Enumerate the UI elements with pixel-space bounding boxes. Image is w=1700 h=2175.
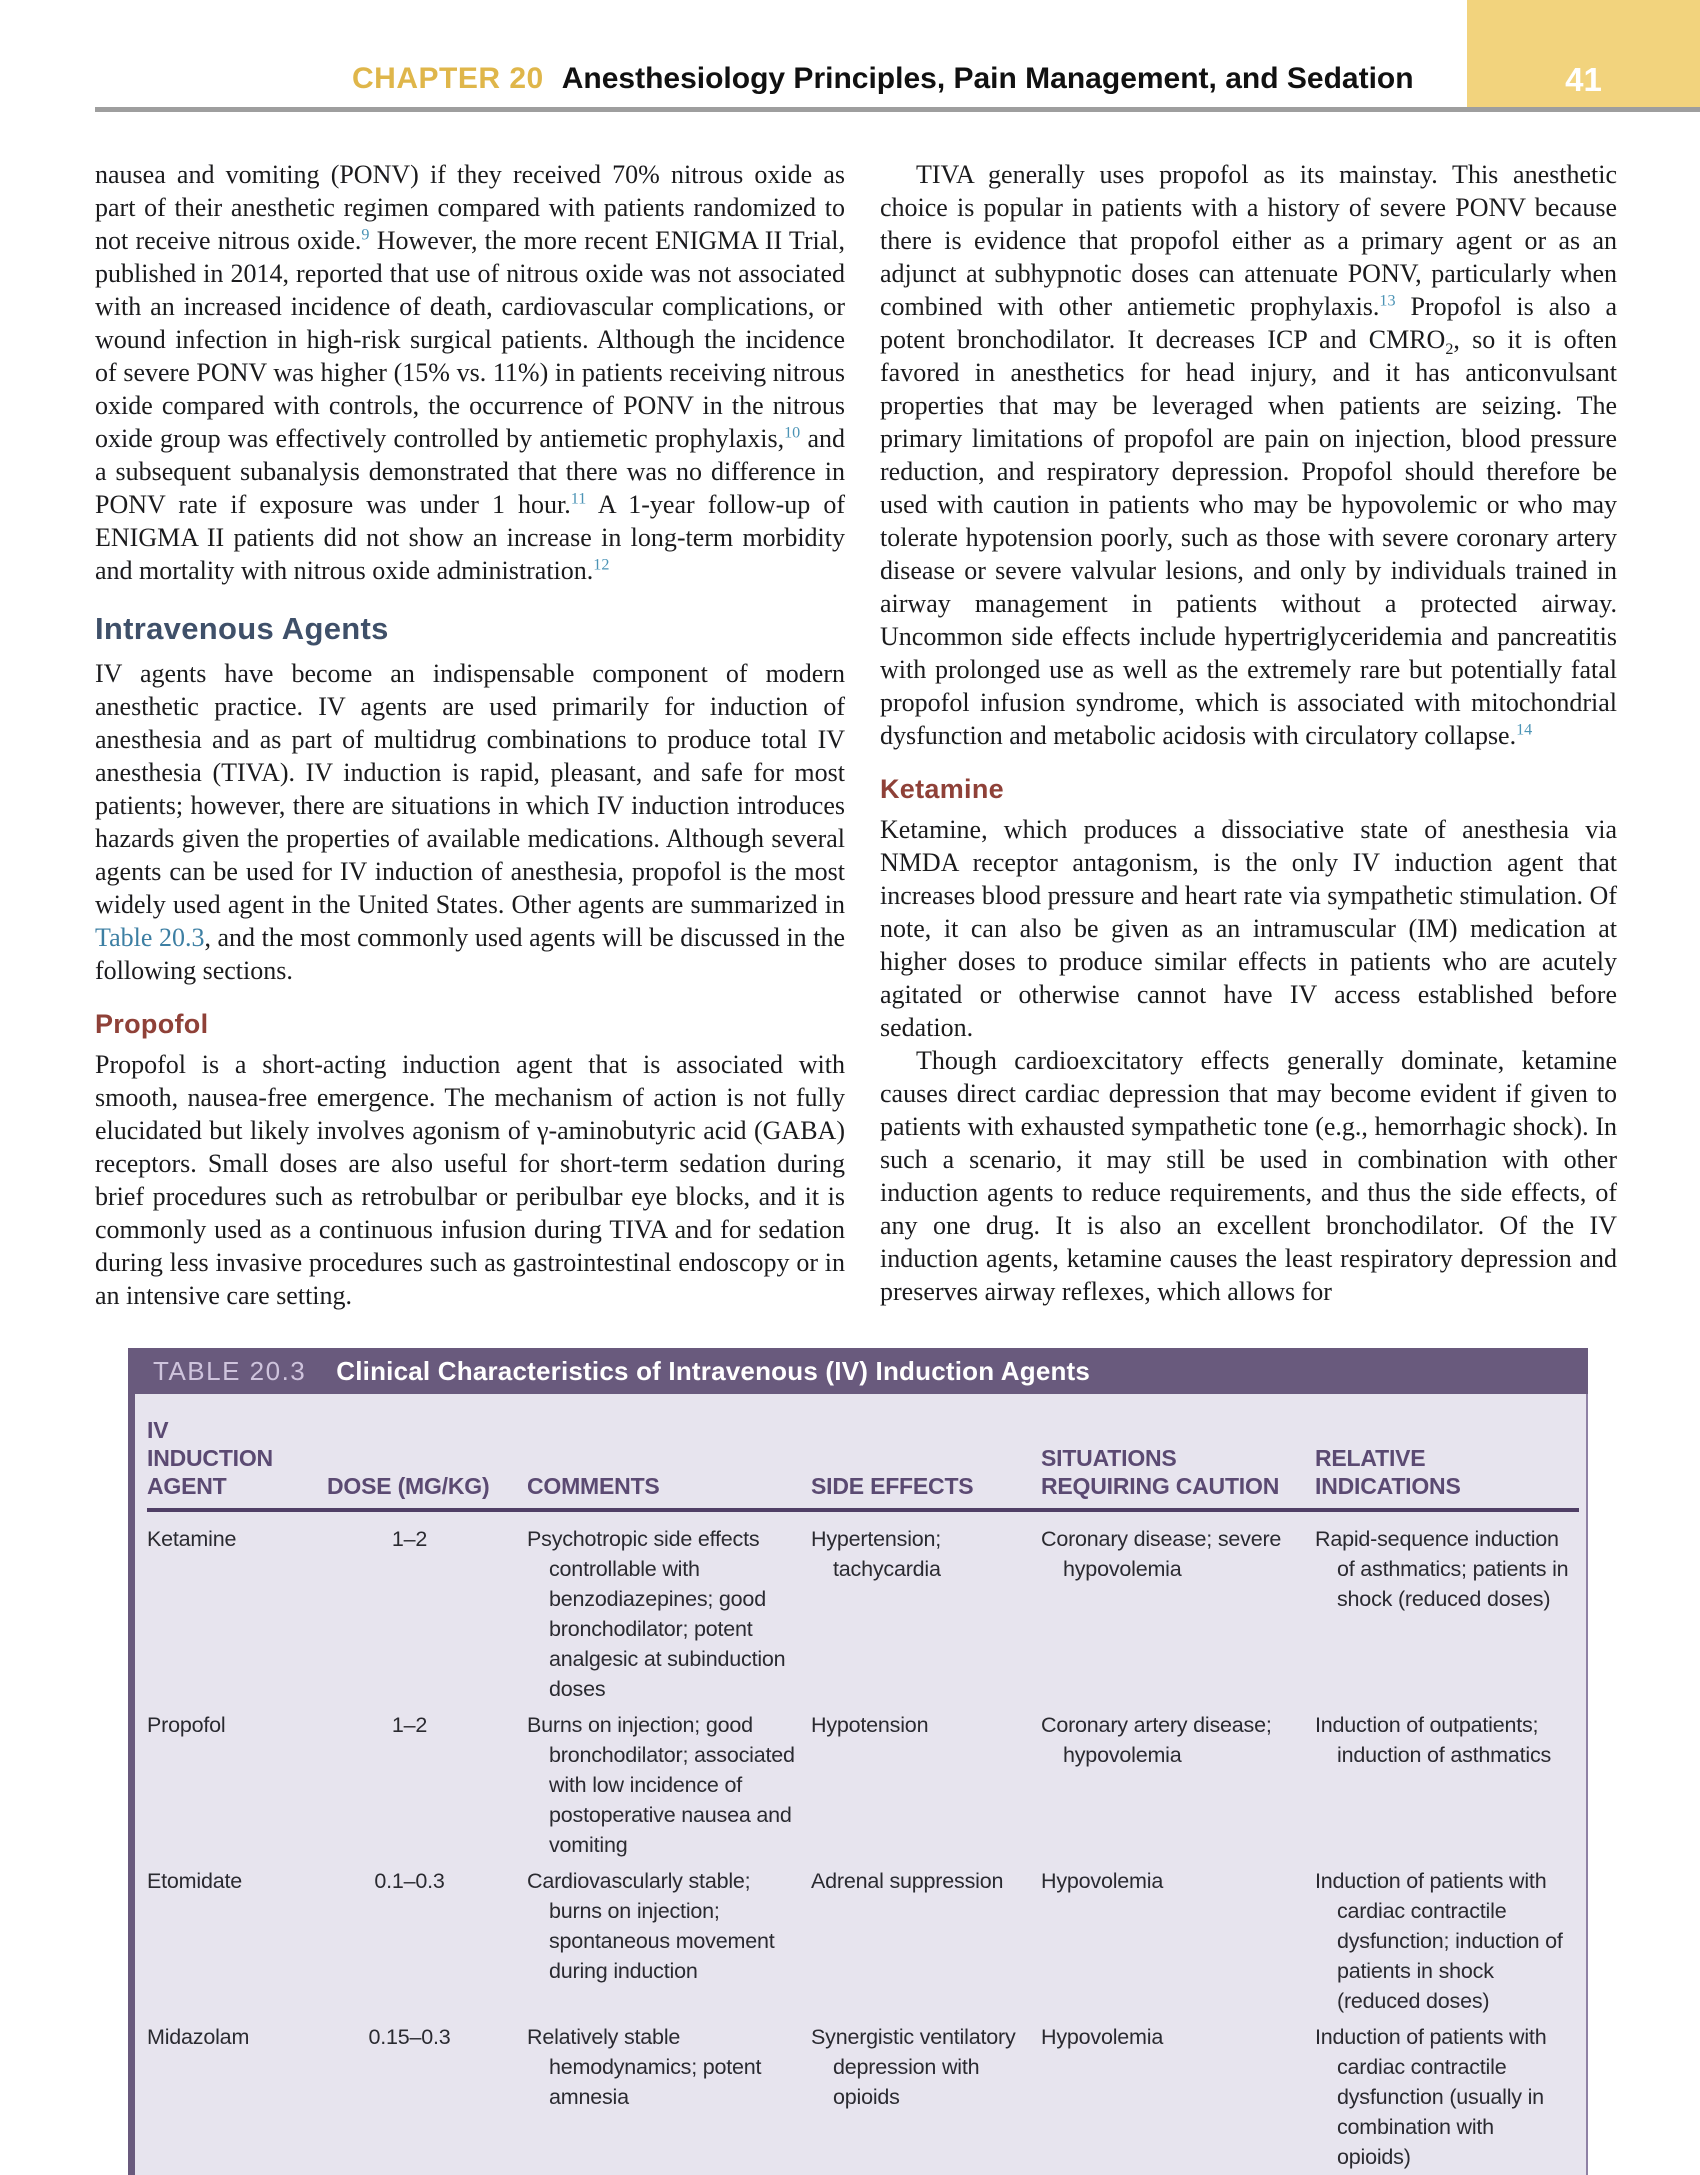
table-cell-text: Coronary artery disease; hypovolemia [1041, 1713, 1272, 1767]
table-cell [302, 1510, 527, 1710]
paragraph-ketamine-cardiac: Though cardioexcitatory effects generally dominate, ketamine causes direct cardiac depression that may become evident if given to patients with exhausted sympathetic tone (e.g., hemorrhagic shock). In such a scenario, it may still be used in combination with other induction agents to reduce requirements, and thus the side effects, of any one drug. It is also an excellent bronchodilator. Of the IV induction agents, ketamine causes the least respiratory depression and preserves airway reflexes, which allows for [880, 1046, 1617, 1306]
subheading-ketamine: Ketamine [880, 774, 1004, 804]
table-cross-reference-link[interactable]: Table 20.3 [95, 923, 205, 952]
text-column-right [880, 158, 1617, 1308]
chemical-subscript: 2 [1445, 341, 1454, 359]
table-cell-text: 1–2 [391, 1713, 428, 1737]
table-cell [302, 2022, 527, 2175]
column-header [527, 1400, 811, 1510]
table-cell-text: Etomidate [147, 1869, 243, 1893]
table-surface [128, 1394, 1588, 2175]
page-content [95, 158, 1617, 2175]
table-cell [147, 1710, 302, 1866]
table-cell-text: 1–2 [391, 1527, 428, 1551]
column-header-label: IV INDUCTION AGENT [147, 1417, 273, 1499]
reference-superscript[interactable]: 14 [1516, 721, 1533, 739]
table-cell [527, 1510, 811, 1710]
table-cell [811, 2022, 1041, 2175]
table-cell-text: Hypertension; tachycardia [811, 1527, 942, 1581]
table-cell-text: Midazolam [147, 2025, 250, 2049]
page-number: 41 [1565, 61, 1602, 98]
column-header [302, 1400, 527, 1510]
reference-superscript[interactable]: 13 [1379, 292, 1396, 310]
column-header-label: COMMENTS [527, 1473, 660, 1499]
text-column-left [95, 158, 845, 1312]
reference-superscript[interactable]: 12 [593, 556, 610, 574]
chapter-title: Anesthesiology Principles, Pain Management, and Sedation [561, 62, 1414, 95]
paragraph-iv-agents: IV agents have become an indispensable component of modern anesthetic practice. IV agents are used primarily for induction of anesthesia and as part of multidrug combinations to produce total IV anesthesia (TIVA). IV induction is rapid, pleasant, and safe for most patients; however, there are situations in which IV induction introduces hazards given the properties of available medications. Although several agents can be used for IV induction of anesthesia, propofol is the most widely used agent in the United States. Other agents are summarized in Table 20.3, and the most commonly used agents will be discussed in the following sections. [95, 659, 846, 985]
column-header-label: SITUATIONS REQUIRING CAUTION [1041, 1445, 1280, 1499]
column-header [811, 1400, 1041, 1510]
table-cell-text: Hypotension [811, 1713, 929, 1737]
table-cell [147, 1866, 302, 2022]
table-row [147, 2022, 1579, 2175]
column-header-label: SIDE EFFECTS [811, 1473, 974, 1499]
table-cell-text: Hypovolemia [1041, 1869, 1164, 1893]
table-cell [1041, 1710, 1315, 1866]
table-cell-text: Propofol [147, 1713, 226, 1737]
table-title-bar [128, 1348, 1588, 1394]
table-cell-text: Induction of patients with cardiac contractile dysfunction (usually in combination with opioids) [1315, 2025, 1547, 2169]
table-cell [811, 1510, 1041, 1710]
table-cell [527, 2022, 811, 2175]
table-cell [1315, 1710, 1579, 1866]
paragraph-tiva: TIVA generally uses propofol as its mainstay. This anesthetic choice is popular in patients with a history of severe PONV because there is evidence that propofol either as a primary agent or as an adjunct at subhypnotic doses can attenuate PONV, particularly when combined with other antiemetic prophylaxis.$^{13}$ Propofol is also a potent bronchodilator. It decreases ICP and $CMRO_2$, so it is often favored in anesthetics for head injury, and it has anticonvulsant properties that may be leveraged when patients are seizing. The primary limitations of propofol are pain on injection, blood pressure reduction, and respiratory depression. Propofol should therefore be used with caution in patients who may be hypovolemic or who may tolerate hypotension poorly, such as those with severe coronary artery disease or severe valvular lesions, and only by individuals trained in airway management in patients without a protected airway. Uncommon side effects include hypertriglyceridemia and pancreatitis with prolonged use as well as the extremely rare but potentially fatal propofol infusion syndrome, which is associated with mitochondrial dysfunction and metabolic acidosis with circulatory collapse.$^{14}$ [880, 160, 1617, 750]
table-20-3 [128, 1348, 1588, 2175]
header-rule [95, 107, 1700, 112]
table-cell-text: Induction of outpatients; induction of asthmatics [1315, 1713, 1552, 1767]
subheading-propofol: Propofol [95, 1009, 209, 1039]
paragraph-ponv: nausea and vomiting (PONV) if they received 70% nitrous oxide as part of their anesthetic regimen compared with patients randomized to not receive nitrous oxide.$^9$ However, the more recent ENIGMA II Trial, published in 2014, reported that use of nitrous oxide was not associated with an increased incidence of death, cardiovascular complications, or wound infection in high-risk surgical patients. Although the incidence of severe PONV was higher (15% vs. 11%) in patients receiving nitrous oxide compared with controls, the occurrence of PONV in the nitrous oxide group was effectively controlled by antiemetic prophylaxis,$^{10}$ and a subsequent subanalysis demonstrated that there was no difference in PONV rate if exposure was under 1 hour.$^{11}$ A 1-year follow-up of ENIGMA II patients did not show an increase in long-term morbidity and mortality with nitrous oxide administration.$^{12}$ [95, 160, 845, 585]
column-header [1041, 1400, 1315, 1510]
reference-superscript[interactable]: 10 [784, 424, 801, 442]
table-cell [147, 2022, 302, 2175]
reference-superscript[interactable]: 11 [570, 490, 587, 508]
table-cell-text: Synergistic ventilatory depression with opioids [811, 2025, 1016, 2109]
table-cell [1041, 1510, 1315, 1710]
table-cell-text: Psychotropic side effects controllable with benzodiazepines; good bronchodilator; potent analgesic at subinduction doses [527, 1527, 786, 1701]
table-cell-text: Rapid-sequence induction of asthmatics; patients in shock (reduced doses) [1315, 1527, 1569, 1611]
table-cell [1315, 1510, 1579, 1710]
table-cell-text: Ketamine [147, 1527, 237, 1551]
two-column-layout [95, 158, 1617, 1312]
table-cell-text: 0.15–0.3 [368, 2025, 451, 2049]
table-cell [147, 1510, 302, 1710]
table-cell [1315, 2022, 1579, 2175]
section-heading-intravenous-agents: Intravenous Agents [95, 611, 389, 646]
table-cell [1041, 2022, 1315, 2175]
table-cell-text: Burns on injection; good bronchodilator; associated with low incidence of postoperative nausea and vomiting [527, 1713, 795, 1857]
table-row [147, 1866, 1579, 2022]
table-row [147, 1510, 1579, 1710]
table-cell [1041, 1866, 1315, 2022]
page-number-tab [1467, 0, 1700, 107]
paragraph-ketamine: Ketamine, which produces a dissociative state of anesthesia via NMDA receptor antagonism, is the only IV induction agent that increases blood pressure and heart rate via sympathetic stimulation. Of note, it can also be given as an intramuscular (IM) medication at higher doses to produce similar effects in patients who are acutely agitated or otherwise cannot have IV access established before sedation. [880, 815, 1617, 1042]
running-head [352, 62, 1414, 96]
table-label: TABLE 20.3 [153, 1355, 307, 1386]
table-cell [302, 1710, 527, 1866]
table-row [147, 1710, 1579, 1866]
table-cell-text: Hypovolemia [1041, 2025, 1164, 2049]
column-header [147, 1400, 302, 1510]
table-cell-text: Cardiovascularly stable; burns on injection; spontaneous movement during induction [527, 1869, 775, 1983]
table-cell [1315, 1866, 1579, 2022]
table-cell [811, 1710, 1041, 1866]
table-cell [527, 1866, 811, 2022]
column-header-label: RELATIVE INDICATIONS [1315, 1445, 1461, 1499]
table-cell [527, 1710, 811, 1866]
table-cell-text: Coronary disease; severe hypovolemia [1041, 1527, 1282, 1581]
table-cell [302, 1866, 527, 2022]
chapter-label: CHAPTER 20 [352, 62, 544, 95]
induction-agents-table [147, 1400, 1579, 2175]
column-header-label: DOSE (MG/KG) [327, 1473, 490, 1499]
table-title: Clinical Characteristics of Intravenous (IV) Induction Agents [336, 1355, 1091, 1386]
table-cell-text: 0.1–0.3 [374, 1869, 445, 1893]
table-header-row [147, 1400, 1579, 1510]
table-cell-text: Relatively stable hemodynamics; potent amnesia [527, 2025, 762, 2109]
paragraph-propofol: Propofol is a short-acting induction agent that is associated with smooth, nausea-free emergence. The mechanism of action is not fully elucidated but likely involves agonism of γ-aminobutyric acid (GABA) receptors. Small doses are also useful for short-term sedation during brief procedures such as retrobulbar or peribulbar eye blocks, and it is commonly used as a continuous infusion during TIVA and for sedation during less invasive procedures such as gastrointestinal endoscopy or in an intensive care setting. [95, 1050, 845, 1310]
table-cell [811, 1866, 1041, 2022]
table-cell-text: Adrenal suppression [811, 1869, 1004, 1893]
reference-superscript[interactable]: 9 [361, 226, 370, 244]
table-cell-text: Induction of patients with cardiac contractile dysfunction; induction of patients in shock (reduced doses) [1315, 1869, 1563, 2013]
column-header [1315, 1400, 1579, 1510]
